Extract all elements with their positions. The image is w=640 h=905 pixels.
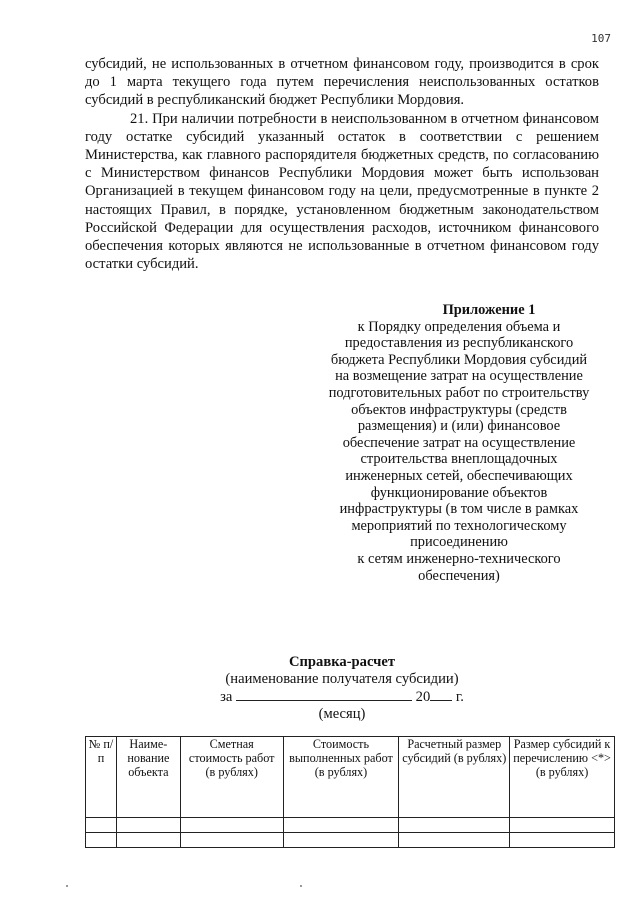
appendix-line: к Порядку определения объема и	[357, 318, 561, 335]
table-cell	[283, 818, 399, 833]
month-hint: (месяц)	[318, 706, 366, 722]
paragraph-2: 21. При наличии потребности в неиспользованном в отчетном финансовом году остатке субсидий указанный остаток в соответствии с решением Министерства, как главного распорядителя бюджетных средств, по согласованию с Министерством финансов Республики Мордовия может быть использован Организацией в текущем финансовом году на цели, предусмотренные в пункте 2 настоящих Правил, в порядке, установленном бюджетным законодательством Российской Федерации для осуществления расходов, источником финансового обеспечения которых являются не использованные в отчетном финансовом году остатки субсидий.	[85, 110, 599, 273]
appendix-line: обеспечение затрат на осуществление	[342, 434, 576, 451]
appendix-line: функционирование объектов	[370, 484, 548, 501]
appendix-line: объектов инфраструктуры (средств	[351, 401, 567, 418]
appendix-line: бюджета Республики Мордовия субсидий	[330, 351, 588, 368]
period-line	[220, 688, 464, 706]
table-cell	[283, 833, 399, 848]
table-cell	[510, 818, 615, 833]
year-blank	[430, 688, 452, 701]
col-header-estimated-cost: Сметная стоимость работ (в рублях)	[180, 737, 283, 818]
table-cell	[180, 818, 283, 833]
table-cell	[180, 833, 283, 848]
appendix-header	[300, 302, 618, 584]
col-header-object: Наиме-нование объекта	[116, 737, 180, 818]
year-suffix: г.	[455, 689, 464, 705]
table-cell	[399, 833, 510, 848]
appendix-line: подготовительных работ по строительству	[328, 384, 590, 401]
appendix-title: Приложение 1	[442, 302, 536, 318]
table-cell	[116, 833, 180, 848]
period-prefix: за	[220, 689, 233, 705]
table-header-row	[86, 737, 615, 818]
scan-speck	[300, 885, 302, 887]
appendix-line: к сетям инженерно-технического	[357, 550, 561, 567]
table-cell	[116, 818, 180, 833]
table-row	[86, 833, 615, 848]
appendix-line: обеспечения)	[418, 567, 500, 584]
appendix-line: предоставления из республиканского	[344, 335, 574, 352]
col-header-calculated-subsidy: Расчетный размер субсидий (в рублях)	[399, 737, 510, 818]
table-cell	[399, 818, 510, 833]
appendix-line: строительства внеплощадочных	[360, 451, 558, 468]
table-cell	[86, 833, 117, 848]
appendix-line: инфраструктуры (в том числе в рамках	[339, 501, 579, 518]
body-text	[85, 55, 599, 273]
appendix-line: инженерных сетей, обеспечивающих	[345, 467, 573, 484]
col-header-completed-cost: Стоимость выполненных работ (в рублях)	[283, 737, 399, 818]
col-header-number: № п/п	[86, 737, 117, 818]
appendix-line: размещения) и (или) финансовое	[357, 418, 561, 435]
year-prefix: 20	[415, 689, 431, 705]
table-cell	[86, 818, 117, 833]
table-row	[86, 818, 615, 833]
calculation-table	[85, 736, 615, 848]
paragraph-1: субсидий, не использованных в отчетном финансовом году, производится в срок до 1 марта текущего года путем перечисления неиспользованных остатков субсидий в республиканский бюджет Республики Мордовия.	[85, 56, 599, 109]
appendix-line: мероприятий по технологическому	[351, 517, 567, 534]
page-number: 107	[591, 32, 611, 45]
form-title: Справка-расчет	[288, 654, 396, 670]
col-header-subsidy-to-transfer: Размер субсидий к перечислению <*> (в рублях)	[510, 737, 615, 818]
appendix-line: присоединению	[410, 534, 508, 551]
recipient-placeholder: (наименование получателя субсидии)	[225, 671, 459, 687]
scan-speck	[66, 885, 68, 887]
appendix-line: на возмещение затрат на осуществление	[335, 368, 583, 385]
form-header	[85, 654, 599, 723]
table-cell	[510, 833, 615, 848]
month-blank	[236, 688, 412, 701]
